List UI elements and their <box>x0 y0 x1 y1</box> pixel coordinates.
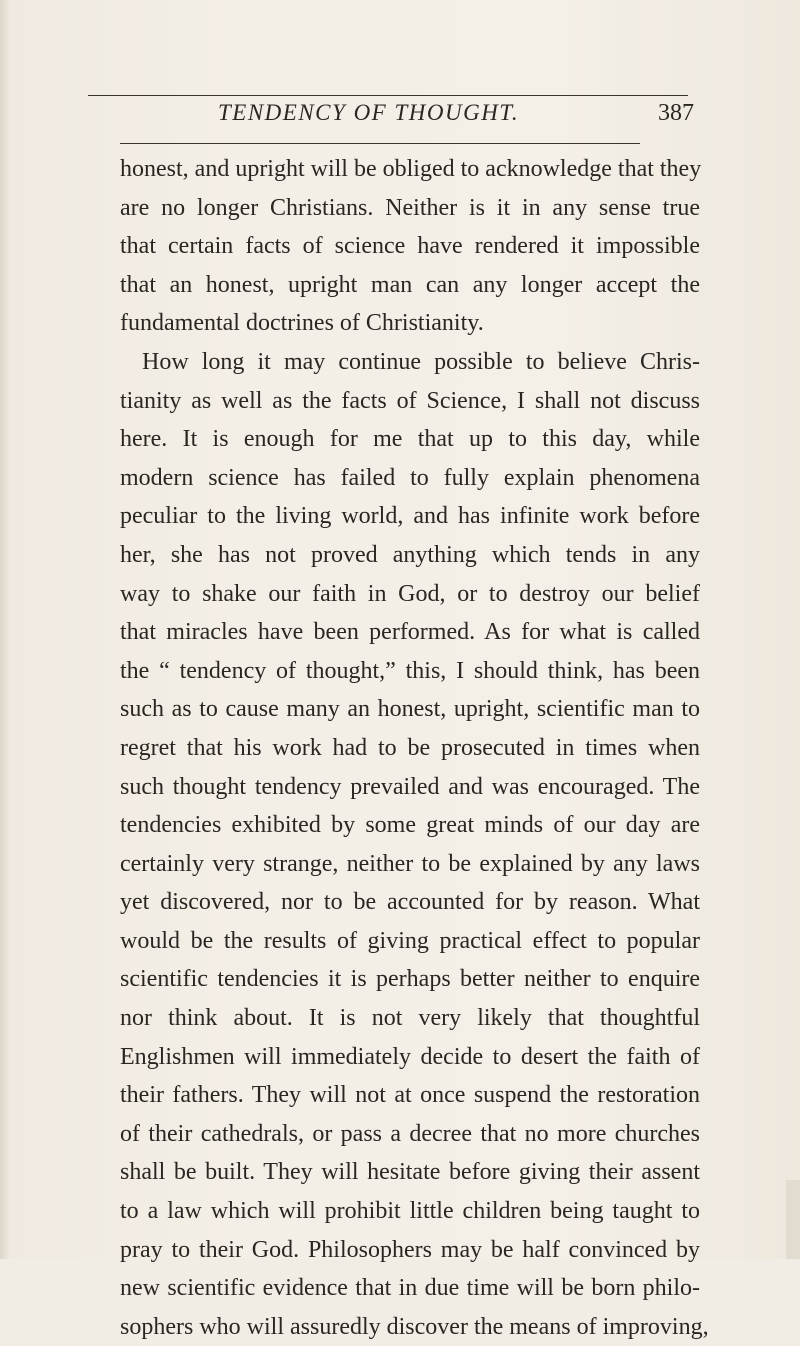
text-line: shall be built. They will hesitate before giving their assent <box>120 1159 700 1186</box>
text-line: that an honest, upright man can any longer accept the <box>120 271 700 298</box>
top-rule <box>88 95 688 96</box>
text-line: such as to cause many an honest, upright, scientific man to <box>120 696 700 723</box>
text-line: nor think about. It is not very likely that thoughtful <box>120 1005 700 1032</box>
text-line: to a law which will prohibit little children being taught to <box>120 1198 700 1225</box>
text-line: of their cathedrals, or pass a decree that no more churches <box>120 1120 700 1147</box>
page-binding-shadow <box>0 0 10 1259</box>
text-line: fundamental doctrines of Christianity. <box>120 310 484 337</box>
text-line: tendencies exhibited by some great minds of our day are <box>120 812 700 839</box>
text-line: peculiar to the living world, and has infinite work before <box>120 503 700 530</box>
text-line: How long it may continue possible to believe Chris- <box>142 348 700 375</box>
text-line: would be the results of giving practical effect to popular <box>120 927 700 954</box>
text-line: her, she has not proved anything which tends in any <box>120 541 700 568</box>
text-line: honest, and upright will be obliged to acknowledge that they <box>120 156 702 182</box>
body-text <box>120 150 709 1346</box>
text-line: scientific tendencies it is perhaps better neither to enquire <box>120 966 700 993</box>
text-line: the “ tendency of thought,” this, I should think, has been <box>120 657 700 684</box>
text-line: that certain facts of science have rendered it impossible <box>120 233 700 260</box>
text-line: Englishmen will immediately decide to desert the faith of <box>120 1043 700 1070</box>
text-line: new scientific evidence that in due time will be born philo- <box>120 1275 700 1302</box>
text-line: are no longer Christians. Neither is it in any sense true <box>120 194 700 221</box>
text-line: pray to their God. Philosophers may be half convinced by <box>120 1236 700 1263</box>
page-corner-edge <box>786 1180 800 1259</box>
page-number: 387 <box>658 100 694 126</box>
text-line: their fathers. They will not at once suspend the restoration <box>120 1082 700 1109</box>
text-line: certainly very strange, neither to be explained by any laws <box>120 850 700 877</box>
text-line: such thought tendency prevailed and was encouraged. The <box>120 773 700 800</box>
text-line: tianity as well as the facts of Science, I shall not discuss <box>120 387 700 414</box>
text-line: that miracles have been performed. As for what is called <box>120 619 700 646</box>
text-line: here. It is enough for me that up to this day, while <box>120 426 700 453</box>
text-line: yet discovered, nor to be accounted for by reason. What <box>120 889 700 916</box>
text-line: sophers who will assuredly discover the means of improving, <box>120 1313 709 1340</box>
header-rule <box>120 143 640 144</box>
page-header <box>118 100 718 136</box>
text-line: way to shake our faith in God, or to destroy our belief <box>120 580 700 607</box>
running-head: TENDENCY OF THOUGHT. <box>218 100 520 125</box>
text-line: regret that his work had to be prosecuted in times when <box>120 734 700 761</box>
text-line: modern science has failed to fully explain phenomena <box>120 464 700 491</box>
